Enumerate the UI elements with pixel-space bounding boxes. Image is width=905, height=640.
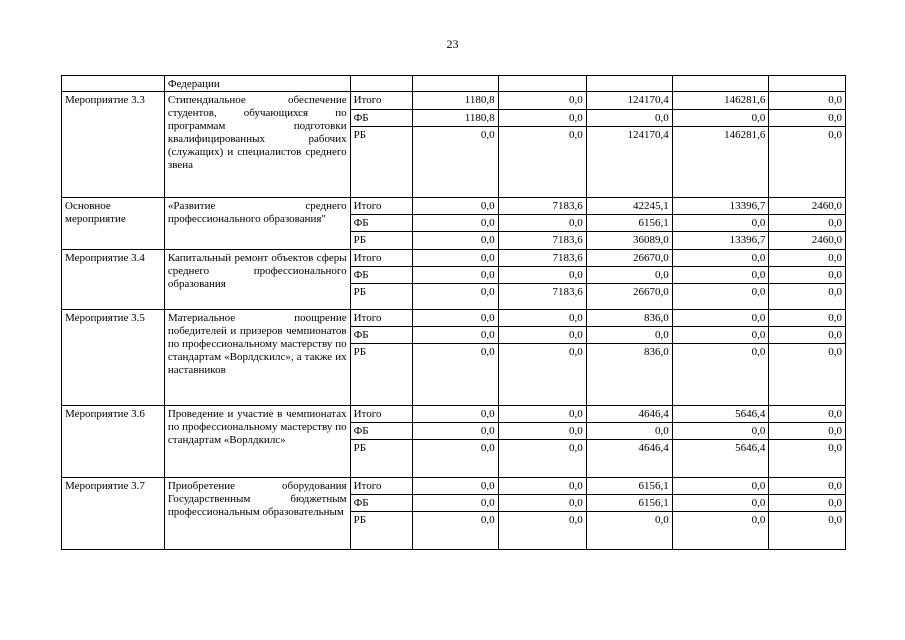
amount-cell: 13396,7 xyxy=(672,198,769,215)
amount-cell: 0,0 xyxy=(412,215,498,232)
amount-cell: 0,0 xyxy=(498,215,586,232)
amount-cell: 6156,1 xyxy=(586,478,672,495)
amount-cell: 1180,8 xyxy=(412,92,498,110)
amount-cell: 0,0 xyxy=(672,512,769,550)
amount-cell: 26670,0 xyxy=(586,284,672,310)
amount-cell: 36089,0 xyxy=(586,232,672,250)
amount-cell: 0,0 xyxy=(769,267,846,284)
amount-cell: 124170,4 xyxy=(586,127,672,198)
measure-description-cell: Материальное поощрение победителей и призеров чемпионатов по профессиональному мастерству по стандартам «Ворлдскилс», а также их наставников xyxy=(164,310,350,406)
amount-cell: 0,0 xyxy=(412,344,498,406)
cont-desc-cell: Федерации xyxy=(164,76,350,92)
amount-cell: 13396,7 xyxy=(672,232,769,250)
funding-source-cell: РБ xyxy=(350,344,412,406)
measure-description-cell: Стипендиальное обеспечение студентов, обучающихся по программам подготовки квалифицированных рабочих (служащих) и специалистов среднего звена xyxy=(164,92,350,198)
amount-cell: 0,0 xyxy=(769,344,846,406)
amount-cell: 0,0 xyxy=(769,423,846,440)
amount-cell: 0,0 xyxy=(412,198,498,215)
amount-cell: 6156,1 xyxy=(586,215,672,232)
amount-cell: 0,0 xyxy=(672,250,769,267)
funding-source-cell: Итого xyxy=(350,406,412,423)
amount-cell: 0,0 xyxy=(498,92,586,110)
cont-src-cell xyxy=(350,76,412,92)
amount-cell: 0,0 xyxy=(672,478,769,495)
amount-cell: 0,0 xyxy=(769,250,846,267)
measure-description-cell: Проведение и участие в чемпионатах по профессиональному мастерству по стандартам «Ворлдкилс» xyxy=(164,406,350,478)
amount-cell: 0,0 xyxy=(412,406,498,423)
funding-source-cell: ФБ xyxy=(350,327,412,344)
amount-cell: 0,0 xyxy=(672,327,769,344)
amount-cell: 0,0 xyxy=(412,478,498,495)
amount-cell: 0,0 xyxy=(498,406,586,423)
amount-cell: 0,0 xyxy=(412,267,498,284)
funding-source-cell: Итого xyxy=(350,250,412,267)
amount-cell: 0,0 xyxy=(498,127,586,198)
amount-cell: 6156,1 xyxy=(586,495,672,512)
amount-cell: 0,0 xyxy=(769,310,846,327)
amount-cell: 7183,6 xyxy=(498,232,586,250)
measure-name-cell: Основное мероприятие xyxy=(62,198,165,250)
budget-table xyxy=(61,75,846,550)
measure-description-cell: «Развитие среднего профессионального образования" xyxy=(164,198,350,250)
amount-cell: 0,0 xyxy=(412,327,498,344)
amount-cell: 0,0 xyxy=(672,310,769,327)
amount-cell: 0,0 xyxy=(769,478,846,495)
cont-val-cell xyxy=(769,76,846,92)
cont-val-cell xyxy=(586,76,672,92)
amount-cell: 0,0 xyxy=(498,423,586,440)
amount-cell: 2460,0 xyxy=(769,232,846,250)
amount-cell: 0,0 xyxy=(412,423,498,440)
measure-name-cell: Мероприятие 3.6 xyxy=(62,406,165,478)
amount-cell: 0,0 xyxy=(769,215,846,232)
amount-cell: 836,0 xyxy=(586,344,672,406)
amount-cell: 0,0 xyxy=(498,495,586,512)
amount-cell: 124170,4 xyxy=(586,92,672,110)
funding-source-cell: ФБ xyxy=(350,495,412,512)
funding-source-cell: ФБ xyxy=(350,423,412,440)
cont-val-cell xyxy=(498,76,586,92)
measure-description-cell: Приобретение оборудования Государственным бюджетным профессиональным образовательным xyxy=(164,478,350,550)
amount-cell: 0,0 xyxy=(412,250,498,267)
amount-cell: 0,0 xyxy=(498,440,586,478)
amount-cell: 26670,0 xyxy=(586,250,672,267)
measure-description-cell: Капитальный ремонт объектов сферы среднего профессионального образования xyxy=(164,250,350,310)
amount-cell: 0,0 xyxy=(672,110,769,127)
amount-cell: 0,0 xyxy=(769,284,846,310)
amount-cell: 0,0 xyxy=(412,495,498,512)
amount-cell: 42245,1 xyxy=(586,198,672,215)
amount-cell: 0,0 xyxy=(769,512,846,550)
amount-cell: 1180,8 xyxy=(412,110,498,127)
measure-name-cell: Мероприятие 3.7 xyxy=(62,478,165,550)
funding-source-cell: Итого xyxy=(350,92,412,110)
amount-cell: 2460,0 xyxy=(769,198,846,215)
funding-source-cell: ФБ xyxy=(350,215,412,232)
amount-cell: 7183,6 xyxy=(498,284,586,310)
amount-cell: 0,0 xyxy=(498,267,586,284)
amount-cell: 0,0 xyxy=(672,495,769,512)
amount-cell: 0,0 xyxy=(412,127,498,198)
amount-cell: 0,0 xyxy=(672,215,769,232)
table-body xyxy=(62,76,846,550)
amount-cell: 0,0 xyxy=(769,440,846,478)
amount-cell: 0,0 xyxy=(586,110,672,127)
amount-cell: 0,0 xyxy=(586,512,672,550)
amount-cell: 7183,6 xyxy=(498,250,586,267)
amount-cell: 0,0 xyxy=(672,267,769,284)
amount-cell: 0,0 xyxy=(672,344,769,406)
amount-cell: 0,0 xyxy=(769,495,846,512)
amount-cell: 0,0 xyxy=(672,423,769,440)
amount-cell: 0,0 xyxy=(769,110,846,127)
table-row xyxy=(62,478,846,495)
amount-cell: 0,0 xyxy=(412,232,498,250)
amount-cell: 0,0 xyxy=(498,310,586,327)
amount-cell: 5646,4 xyxy=(672,406,769,423)
amount-cell: 836,0 xyxy=(586,310,672,327)
table-row xyxy=(62,92,846,110)
cont-name-cell xyxy=(62,76,165,92)
measure-name-cell: Мероприятие 3.3 xyxy=(62,92,165,198)
measure-name-cell: Мероприятие 3.4 xyxy=(62,250,165,310)
amount-cell: 0,0 xyxy=(769,406,846,423)
funding-source-cell: ФБ xyxy=(350,267,412,284)
amount-cell: 0,0 xyxy=(769,92,846,110)
amount-cell: 0,0 xyxy=(586,267,672,284)
amount-cell: 0,0 xyxy=(498,512,586,550)
amount-cell: 0,0 xyxy=(498,110,586,127)
amount-cell: 146281,6 xyxy=(672,127,769,198)
amount-cell: 0,0 xyxy=(498,478,586,495)
funding-source-cell: РБ xyxy=(350,440,412,478)
amount-cell: 0,0 xyxy=(586,327,672,344)
measure-name-cell: Мероприятие 3.5 xyxy=(62,310,165,406)
funding-source-cell: Итого xyxy=(350,198,412,215)
amount-cell: 146281,6 xyxy=(672,92,769,110)
amount-cell: 4646,4 xyxy=(586,406,672,423)
funding-source-cell: ФБ xyxy=(350,110,412,127)
amount-cell: 4646,4 xyxy=(586,440,672,478)
funding-source-cell: РБ xyxy=(350,512,412,550)
amount-cell: 0,0 xyxy=(769,127,846,198)
continuation-row xyxy=(62,76,846,92)
amount-cell: 5646,4 xyxy=(672,440,769,478)
amount-cell: 0,0 xyxy=(412,284,498,310)
table-row xyxy=(62,198,846,215)
amount-cell: 7183,6 xyxy=(498,198,586,215)
page-number: 23 xyxy=(446,37,459,51)
amount-cell: 0,0 xyxy=(498,327,586,344)
amount-cell: 0,0 xyxy=(672,284,769,310)
amount-cell: 0,0 xyxy=(498,344,586,406)
table-row xyxy=(62,250,846,267)
table-row xyxy=(62,406,846,423)
amount-cell: 0,0 xyxy=(412,440,498,478)
cont-val-cell xyxy=(672,76,769,92)
funding-source-cell: РБ xyxy=(350,232,412,250)
table-row xyxy=(62,310,846,327)
funding-source-cell: РБ xyxy=(350,127,412,198)
amount-cell: 0,0 xyxy=(586,423,672,440)
cont-val-cell xyxy=(412,76,498,92)
funding-source-cell: Итого xyxy=(350,478,412,495)
amount-cell: 0,0 xyxy=(769,327,846,344)
funding-source-cell: РБ xyxy=(350,284,412,310)
funding-source-cell: Итого xyxy=(350,310,412,327)
amount-cell: 0,0 xyxy=(412,512,498,550)
amount-cell: 0,0 xyxy=(412,310,498,327)
